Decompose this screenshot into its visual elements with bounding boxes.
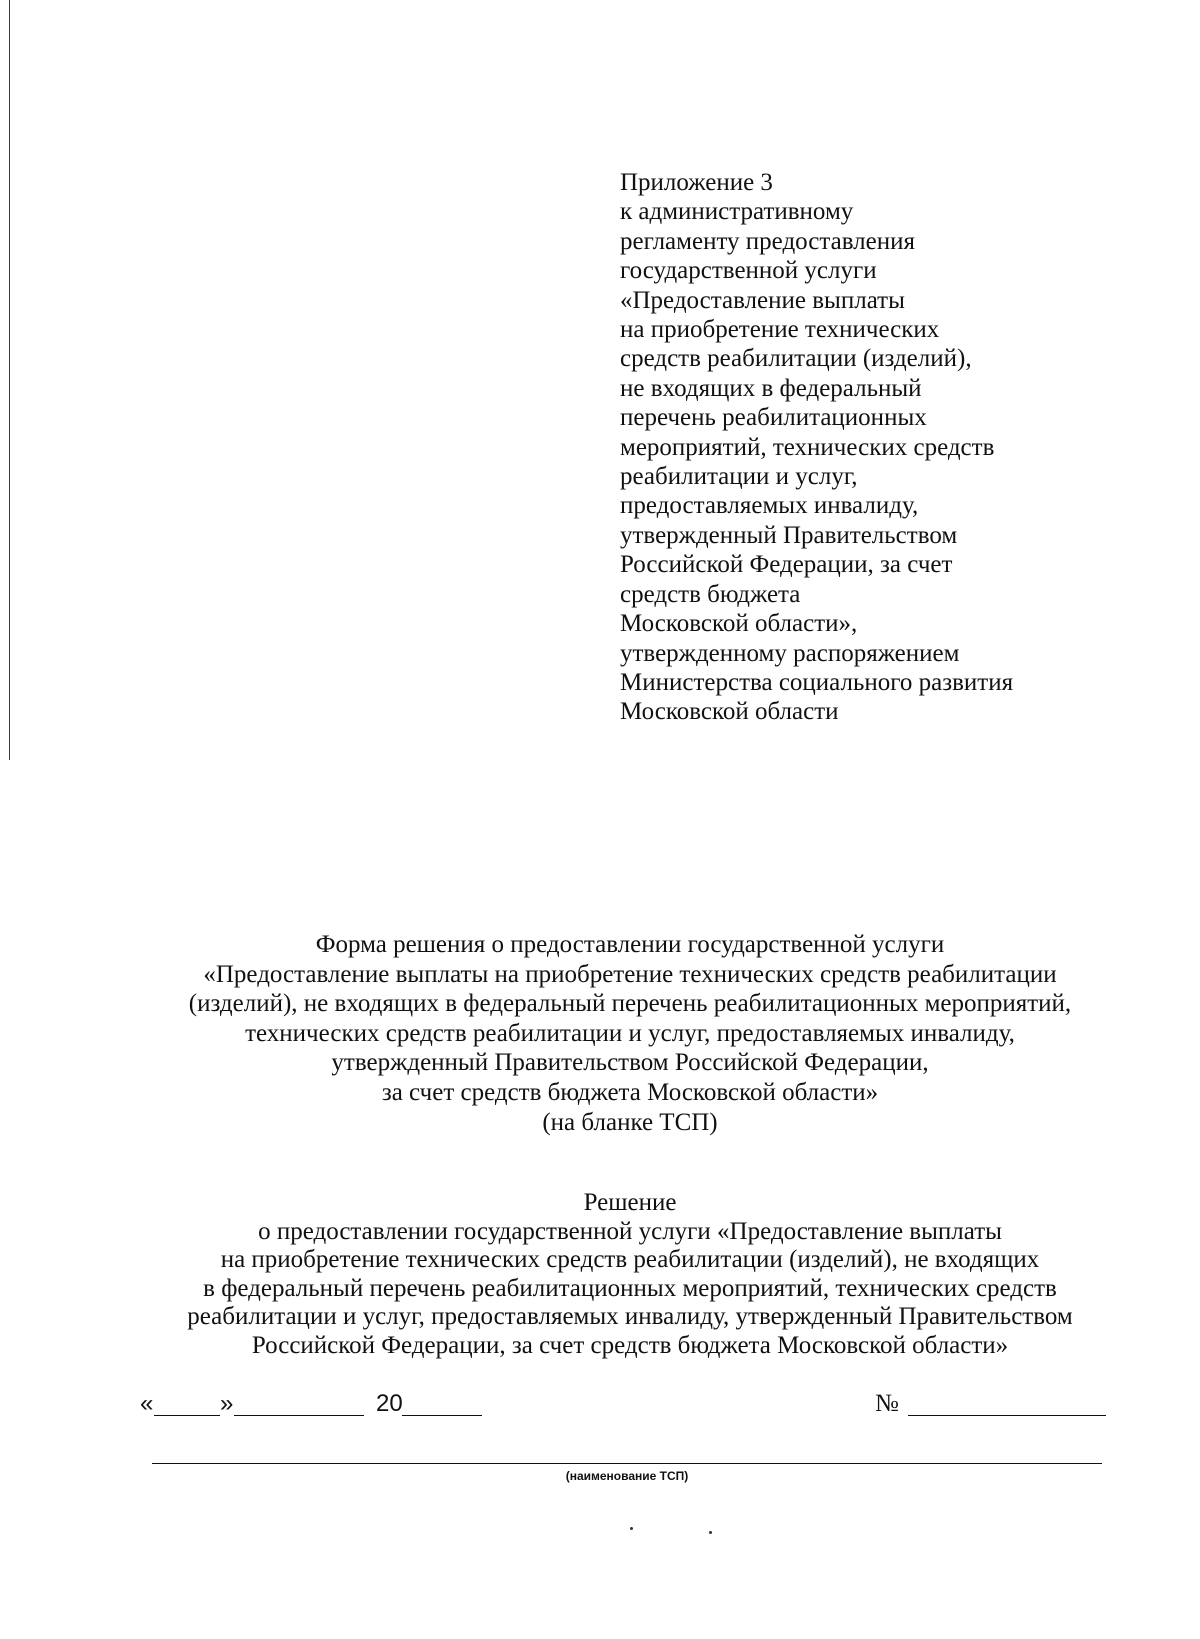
- form-title-line: «Предоставление выплаты на приобретение технических средств реабилитации: [203, 960, 1057, 988]
- form-title-line: за счет средств бюджета Московской области»: [381, 1078, 879, 1106]
- decision-block: [100, 1189, 1160, 1361]
- appendix-line: не входящих в федеральный: [620, 374, 922, 402]
- form-title-line: утвержденный Правительством Российской Федерации,: [331, 1049, 929, 1077]
- appendix-line: утвержденному распоряжением: [620, 639, 960, 667]
- appendix-line: мероприятий, технических средств: [620, 433, 995, 461]
- decision-line: о предоставлении государственной услуги «Предоставление выплаты: [258, 1217, 1002, 1245]
- appendix-header: [620, 168, 1120, 727]
- form-title-line: (изделий), не входящих в федеральный перечень реабилитационных мероприятий,: [188, 990, 1072, 1018]
- decision-line: в федеральный перечень реабилитационных мероприятий, технических средств: [203, 1274, 1057, 1302]
- scan-speck: [630, 1527, 633, 1530]
- appendix-line: средств реабилитации (изделий),: [620, 345, 972, 373]
- appendix-line: утвержденный Правительством: [620, 521, 958, 549]
- date-field: [140, 1390, 1140, 1426]
- appendix-line: Московской области: [620, 698, 839, 726]
- scan-edge-line: [9, 0, 10, 760]
- appendix-line: Российской Федерации, за счет: [620, 551, 953, 579]
- appendix-line: Министерства социального развития: [620, 668, 1014, 696]
- appendix-line: на приобретение технических: [620, 316, 940, 344]
- decision-line: на приобретение технических средств реабилитации (изделий), не входящих: [220, 1246, 1040, 1274]
- appendix-line: Московской области»,: [620, 610, 858, 638]
- date-open-quote: «: [140, 1390, 154, 1417]
- month-blank[interactable]: [234, 1415, 364, 1416]
- appendix-line: государственной услуги: [620, 257, 877, 285]
- decision-line: реабилитации и услуг, предоставляемых инвалиду, утвержденный Правительством: [187, 1303, 1073, 1331]
- appendix-line: к административному: [620, 198, 854, 226]
- form-title-line: технических средств реабилитации и услуг, предоставляемых инвалиду,: [245, 1019, 1015, 1047]
- form-title-line: Форма решения о предоставлении государственной услуги: [315, 931, 945, 958]
- year-blank[interactable]: [402, 1415, 482, 1416]
- org-name-blank[interactable]: [152, 1463, 1102, 1464]
- appendix-line: реабилитации и услуг,: [620, 463, 858, 491]
- decision-line: Российской Федерации, за счет средств бюджета Московской области»: [251, 1331, 1009, 1359]
- year-prefix: 20: [376, 1390, 403, 1417]
- day-blank[interactable]: [154, 1415, 220, 1416]
- appendix-line: «Предоставление выплаты: [620, 286, 905, 314]
- number-blank[interactable]: [908, 1415, 1106, 1416]
- appendix-line: регламенту предоставления: [620, 227, 916, 255]
- decision-heading: Решение: [583, 1189, 677, 1216]
- org-name-caption: (наименование ТСП): [565, 1469, 689, 1483]
- number-sign: №: [875, 1390, 899, 1417]
- form-title: [100, 930, 1160, 1137]
- appendix-line: Приложение 3: [620, 169, 773, 196]
- scan-speck: [709, 1531, 712, 1534]
- form-title-line: (на бланке ТСП): [542, 1108, 718, 1136]
- appendix-line: предоставляемых инвалиду,: [620, 492, 919, 520]
- appendix-line: перечень реабилитационных: [620, 404, 927, 432]
- appendix-line: средств бюджета: [620, 580, 801, 608]
- date-close-quote: »: [220, 1390, 234, 1417]
